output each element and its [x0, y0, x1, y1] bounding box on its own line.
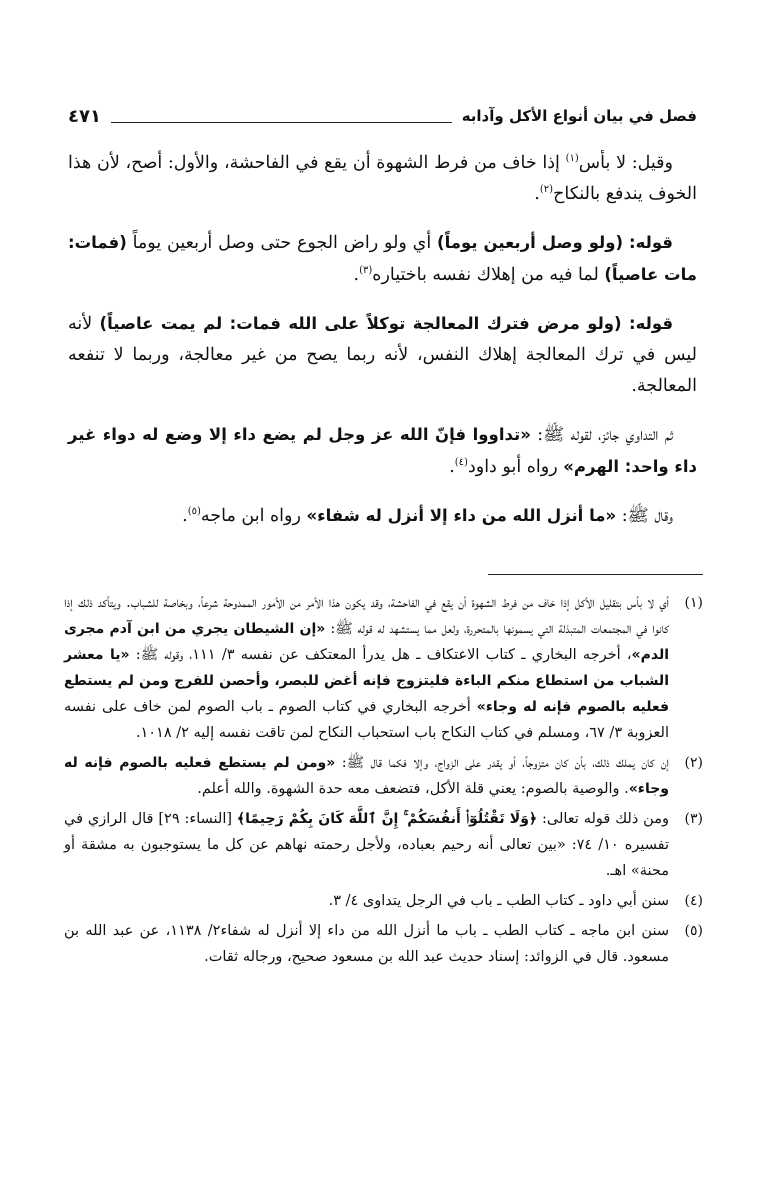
footnote-ref-1: (١): [565, 153, 579, 165]
bold-text: «تداووا فإنّ الله عز وجل لم يضع داء إلا وضع له دواء غير داء واحد: الهرم»: [68, 425, 697, 476]
footnote-number: (٥): [684, 923, 703, 939]
bold-text: «إن الشيطان يجري من ابن آدم مجرى الدم»: [64, 621, 669, 663]
footnote-number: (٤): [684, 893, 703, 909]
footnote-text: [64, 750, 669, 802]
text: وقيل: لا بأس: [578, 153, 673, 173]
text: ، أخرجه البخاري ـ كتاب الاعتكاف ـ هل يدرأ المعتكف عن نفسه ٣/ ١١١، وقوله ﷺ:: [129, 647, 632, 663]
text: .: [182, 506, 188, 526]
footnote-number: (٢): [684, 755, 703, 771]
footnotes: [64, 590, 703, 974]
header-rule: [111, 122, 452, 123]
footnote-4: [64, 888, 703, 914]
text: أخرجه البخاري في كتاب الصوم ـ باب الصوم لمن خاف على نفسه العزوبة ٣/ ٦٧، ومسلم في كتاب النكاح باب استحباب النكاح لمن تاقت نفسه إليه ٢/ ١٠١٨.: [64, 699, 669, 741]
bold-text: «ما أنزل الله من داء إلا أنزل له شفاء»: [306, 506, 617, 525]
text: وقال ﷺ:: [616, 506, 673, 526]
text: . والوصية بالصوم: يعني قلة الأكل، فتضعف معه حدة الشهوة. والله أعلم.: [197, 781, 629, 797]
text: لأنه ليس في ترك المعالجة إهلاك النفس، لأنه ربما يصح من غير معالجة، وربما لا تنفعه المعالجة.: [68, 314, 697, 396]
paragraph-1: [68, 148, 697, 210]
paragraph-3: [68, 308, 697, 402]
footnote-ref-4: (٤): [454, 457, 468, 469]
footnote-1: [64, 590, 703, 746]
footnote-3: [64, 806, 703, 884]
text: .: [353, 265, 360, 285]
footnote-ref-3: (٣): [359, 265, 373, 277]
bold-text: (فمات: مات عاصياً): [68, 233, 697, 284]
bold-text: قوله: (ولو وصل أربعين يوماً): [437, 233, 673, 252]
text: .: [449, 457, 455, 477]
text: أي لا بأس بتقليل الأكل إذا خاف من فرط الشهوة أن يقع في الفاحشة، وقد يكون هذا الأمر من الأمور الممدوحة شرعاً، وبخاصة للشباب. ويتأكد ذلك إذا كانوا في المجتمعات المتبذلة التي يسمونها بالمتحررة، ولعل مما يستشهد له قوله ﷺ:: [64, 595, 669, 637]
text: ثم التداوي جائز، لقوله ﷺ:: [530, 425, 673, 445]
footnote-ref-2: (٢): [539, 184, 554, 196]
text: رواه ابن ماجه: [200, 506, 307, 526]
paragraph-2: [68, 227, 697, 291]
page-number: ٤٧١: [68, 105, 101, 127]
running-title: فصل في بيان أنواع الأكل وآدابه: [461, 107, 697, 125]
footnote-5: [64, 918, 703, 970]
text: أي ولو راض الجوع حتى وصل أربعين يوماً: [126, 233, 438, 253]
text: إن كان يملك ذلك، بأن كان متزوجاً، أو يقدر على الزواج، وإلا فكما قال ﷺ:: [335, 755, 669, 771]
text: .: [534, 184, 540, 204]
text: ومن ذلك قوله تعالى:: [537, 811, 669, 827]
footnote-number: (٣): [684, 811, 703, 827]
footnote-2: [64, 750, 703, 802]
footnote-text: [64, 806, 669, 884]
text: [النساء: ٢٩] قال الرازي في تفسيره ١٠/ ٧٤: «بين تعالى أنه رحيم بعباده، ولأجل رحمته نهاهم عن كل ما يستوجبون به مشقة أو محنة» اهـ.: [64, 811, 669, 879]
footnote-text: [64, 590, 669, 746]
page-header: [68, 100, 697, 132]
text: رواه أبو داود: [467, 457, 564, 477]
footnote-number: (١): [684, 595, 703, 611]
paragraph-5: [68, 500, 697, 532]
footnote-ref-5: (٥): [187, 506, 201, 518]
footnote-text: سنن أبي داود ـ كتاب الطب ـ باب في الرجل يتداوى ٤/ ٣.: [328, 893, 669, 909]
footnote-separator: [488, 574, 703, 575]
footnote-text: سنن ابن ماجه ـ كتاب الطب ـ باب ما أنزل الله من داء إلا أنزل له شفاء٢/ ١١٣٨، عن عبد الله بن مسعود. قال في الزوائد: إسناد حديث عبد الله بن مسعود صحيح، ورجاله ثقات.: [64, 923, 669, 965]
quran-verse: ﴿وَلَا تَقْتُلُوٓا۟ أَنفُسَكُمْ ۚ إِنَّ ٱللَّهَ كَانَ بِكُمْ رَحِيمًا﴾: [236, 811, 538, 827]
bold-text: «ومن لم يستطع فعليه بالصوم فإنه له وجاء»: [64, 755, 669, 797]
text: لما فيه من إهلاك نفسه باختياره: [372, 265, 605, 285]
bold-text: قوله: (ولو مرض فترك المعالجة توكلاً على الله فمات: لم يمت عاصياً): [99, 314, 674, 333]
text: إذا خاف من فرط الشهوة أن يقع في الفاحشة، والأول: أصح، لأن هذا الخوف يندفع بالنكاح: [68, 153, 697, 204]
main-text: [68, 148, 697, 549]
bold-text: «يا معشر الشباب من استطاع منكم الباءة فليتزوج فإنه أغض للبصر، وأحصن للفرج ومن لم يستطع فعليه بالصوم فإنه له وجاء»: [64, 647, 669, 715]
paragraph-4: [68, 419, 697, 483]
